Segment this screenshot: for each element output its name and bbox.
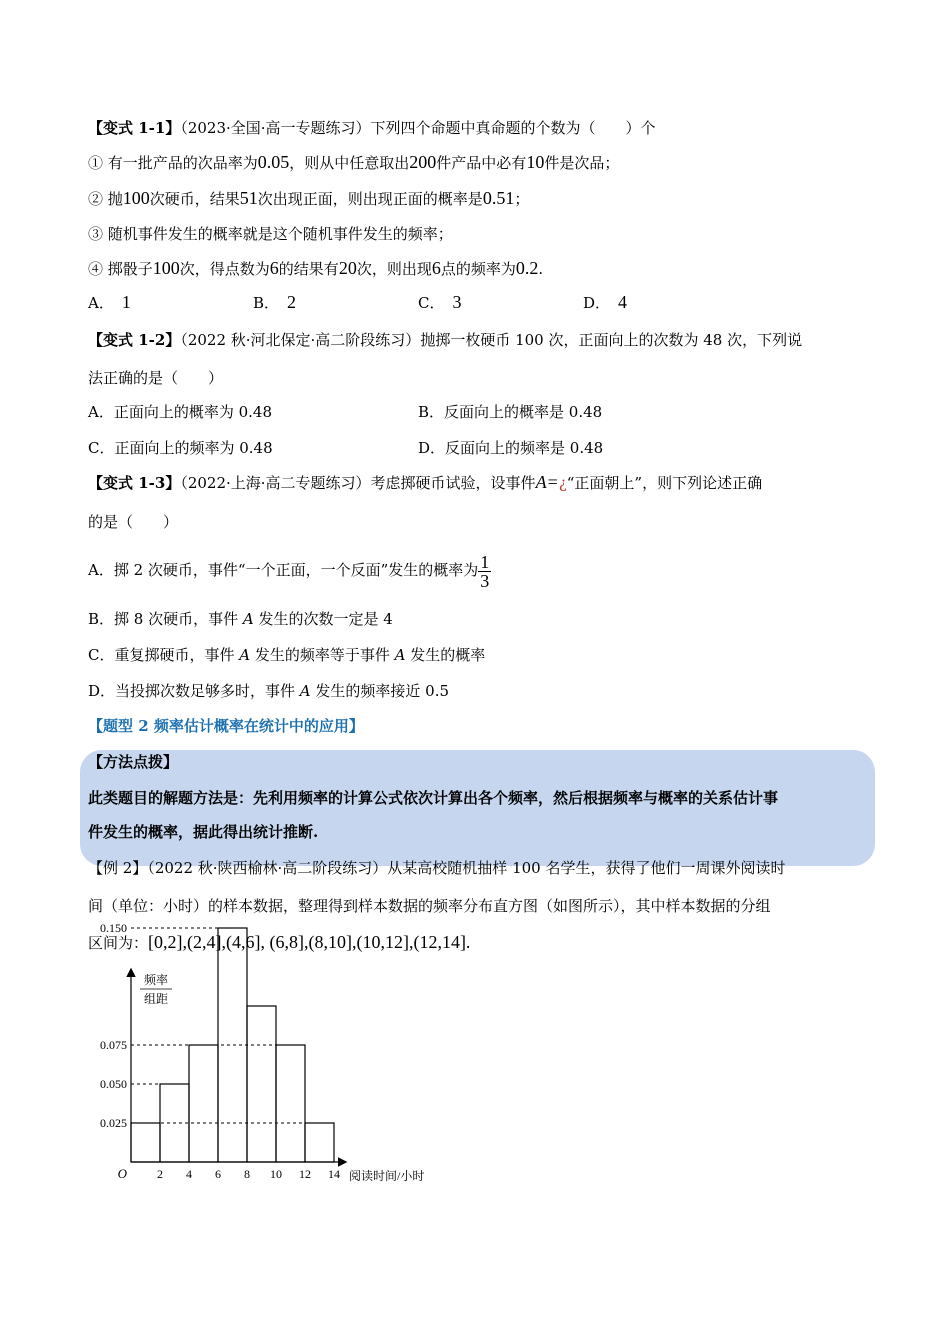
x-tick-label: 10: [270, 1167, 282, 1181]
statement-1: ① 有一批产品的次品率为0.05，则从中任意取出200件产品中必有10件是次品；: [88, 152, 620, 172]
origin-label: O: [117, 1166, 127, 1181]
statement-3: ③ 随机事件发生的概率就是这个随机事件发生的频率；: [88, 225, 453, 243]
option-d: D．当投掷次数足够多时，事件 A 发生的频率接近 0.5: [88, 682, 450, 700]
question-source: （2022 秋·河北保定·高二阶段练习）: [180, 331, 421, 349]
variant-tag: 【变式 1-1】: [88, 119, 181, 137]
option-a: A．掷 2 次硬币，事件“一个正面，一个反面”发生的概率为 $\frac{1}{3}$: [88, 551, 490, 591]
option-a: A． 1: [88, 292, 131, 312]
y-axis-label-bottom: 组距: [143, 992, 169, 1006]
histogram-bar: [131, 1123, 160, 1162]
histogram-bar: [276, 1045, 305, 1162]
x-axis-label: 阅读时间/小时: [349, 1169, 425, 1183]
y-tick-label: 0.075: [100, 1038, 127, 1052]
option-d: D． 4: [583, 292, 628, 312]
option-b: B．掷 8 次硬币，事件 A 发生的次数一定是 4: [88, 610, 393, 628]
option-d: D．反面向上的频率是 0.48: [418, 439, 604, 457]
question-stem: 下列四个命题中真命题的个数为（ ）个: [370, 119, 656, 137]
event-formula: A=: [535, 472, 559, 492]
x-tick-label: 8: [244, 1167, 250, 1181]
example-2-line-3: 区间为：[0,2],(2,4],(4,6], (6,8],(8,10],(10,12],(12,14].: [88, 932, 471, 952]
option-c: C． 3: [418, 292, 462, 312]
method-line-2: 件发生的概率，据此得出统计推断.: [88, 823, 319, 841]
option-a: A．正面向上的概率为 0.48: [88, 403, 272, 421]
x-tick-label: 14: [328, 1167, 340, 1181]
variant-1-3-stem-cont: 的是（ ）: [88, 513, 179, 531]
fraction-one-third: $\frac{1}{3}$: [480, 551, 490, 591]
x-tick-label: 12: [299, 1167, 311, 1181]
histogram-bar: [189, 1045, 218, 1162]
option-c: C．重复掷硬币，事件 A 发生的频率等于事件 A 发生的概率: [88, 646, 486, 664]
y-tick-label: 0.150: [100, 921, 127, 935]
option-b: B．反面向上的概率是 0.48: [418, 403, 603, 421]
question-source: （2022·上海·高二专题练习）: [180, 474, 371, 492]
x-tick-label: 4: [186, 1167, 192, 1181]
method-title: 【方法点拨】: [88, 753, 179, 771]
statement-4: ④ 掷骰子100次，得点数为6的结果有20次，则出现6点的频率为0.2.: [88, 258, 544, 278]
variant-1-2-stem-cont: 法正确的是（ ）: [88, 369, 224, 387]
option-c: C．正面向上的频率为 0.48: [88, 439, 273, 457]
question-stem: 抛掷一枚硬币 100 次，正面向上的次数为 48 次，下列说: [420, 331, 803, 349]
statement-2: ② 抛100次硬币，结果51次出现正面，则出现正面的概率是0.51；: [88, 188, 530, 208]
x-tick-label: 2: [157, 1167, 163, 1181]
variant-tag: 【变式 1-2】: [88, 331, 181, 349]
method-line-1: 此类题目的解题方法是：先利用频率的计算公式依次计算出各个频率，然后根据频率与概率的关系估计事: [88, 789, 779, 807]
x-tick-label: 6: [215, 1167, 221, 1181]
rendering-glitch: ¿: [558, 474, 567, 492]
variant-1-3-stem: 【变式 1-3】（2022·上海·高二专题练习）考虑掷硬币试验，设事件A=¿“正面朝上”，则下列论述正确: [88, 472, 763, 492]
histogram-bar: [305, 1123, 334, 1162]
option-b: B． 2: [253, 292, 297, 312]
example-tag: 【例 2】: [88, 859, 148, 877]
histogram-bar: [247, 1006, 276, 1162]
example-2-line-2: 间（单位：小时）的样本数据，整理得到样本数据的频率分布直方图（如图所示），其中样本数据的分组: [88, 897, 771, 915]
variant-tag: 【变式 1-3】: [88, 474, 181, 492]
example-2-stem: 【例 2】（2022 秋·陕西榆林·高二阶段练习）从某高校随机抽样 100 名学生，获得了他们一周课外阅读时: [88, 859, 786, 877]
y-tick-label: 0.025: [100, 1116, 127, 1130]
y-axis-label-top: 频率: [143, 973, 169, 987]
section-heading: 【题型 2 频率估计概率在统计中的应用】: [88, 717, 364, 735]
y-tick-label: 0.050: [100, 1077, 127, 1091]
interval-list: [0,2],(2,4],(4,6], (6,8],(8,10],(10,12],(12,14].: [148, 932, 471, 952]
question-source: （2023·全国·高一专题练习）: [180, 119, 371, 137]
question-source: （2022 秋·陕西榆林·高二阶段练习）: [147, 859, 388, 877]
